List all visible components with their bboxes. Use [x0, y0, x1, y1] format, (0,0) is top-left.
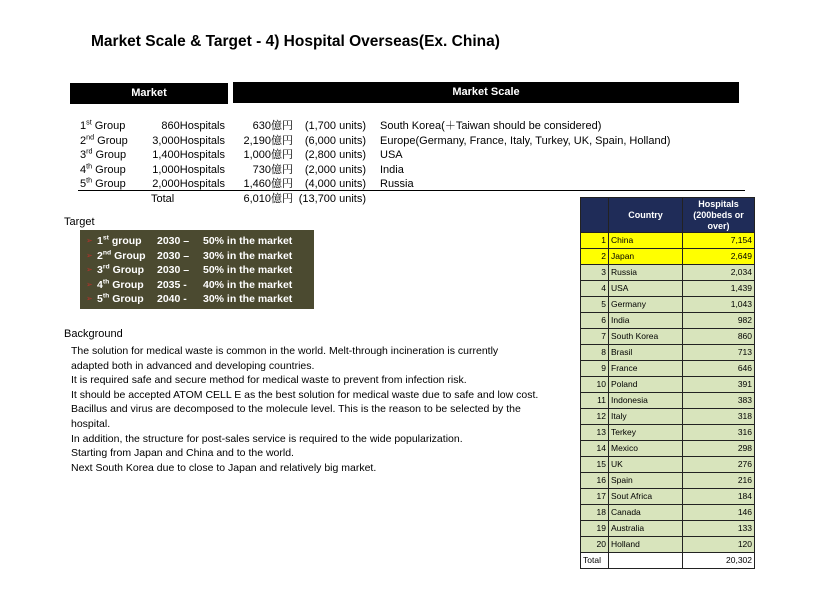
group-word: group — [111, 235, 142, 247]
total-label: Total — [151, 193, 175, 205]
table-row — [581, 393, 755, 409]
target-row — [80, 292, 314, 307]
group-market-amount: 2,190億円 — [243, 134, 293, 147]
group-ordinal-suffix: rd — [86, 147, 93, 156]
rank-cell: 17 — [581, 489, 609, 505]
table-row — [581, 297, 755, 313]
group-word: Group — [95, 163, 126, 176]
empty-cell — [609, 553, 683, 569]
group-number: 2 — [97, 249, 103, 262]
group-ordinal-suffix: th — [86, 162, 93, 171]
group-word: Group — [95, 149, 127, 162]
group-number: 4 — [97, 278, 103, 291]
hospital-count-cell: 316 — [683, 425, 755, 441]
group-ordinal-suffix: rd — [102, 263, 110, 271]
table-row — [581, 441, 755, 457]
total-count-cell: 20,302 — [683, 553, 755, 569]
group-units: (1,700 units) — [304, 120, 366, 132]
country-cell: Brasil — [609, 345, 683, 361]
target-year: 2030 – — [157, 264, 190, 276]
market-groups-list — [0, 119, 760, 209]
group-word: Group — [112, 264, 145, 276]
group-word: Group — [112, 278, 144, 291]
group-ordinal-suffix: st — [86, 118, 92, 127]
group-hospitals: 1,000Hospitals — [152, 163, 225, 176]
hospital-count-cell: 646 — [683, 361, 755, 377]
country-cell: Australia — [609, 521, 683, 537]
group-ordinal-suffix: nd — [86, 132, 95, 141]
country-cell: UK — [609, 457, 683, 473]
target-row — [80, 249, 314, 264]
country-cell: Japan — [609, 249, 683, 265]
market-group-row — [0, 148, 760, 163]
group-units: (2,800 units) — [304, 149, 366, 162]
hospital-count-cell: 391 — [683, 377, 755, 393]
table-row — [581, 281, 755, 297]
group-number: 4 — [80, 163, 87, 176]
target-share: 50% in the market — [203, 264, 293, 276]
group-market-amount: 1,000億円 — [243, 149, 293, 162]
group-ordinal-suffix: st — [102, 234, 109, 242]
rank-cell: 14 — [581, 441, 609, 457]
hospital-count-cell: 216 — [683, 473, 755, 489]
group-ordinal-suffix: th — [86, 176, 93, 185]
table-row — [581, 313, 755, 329]
rank-cell: 10 — [581, 377, 609, 393]
group-ordinal-suffix: nd — [102, 249, 112, 256]
group-label — [80, 119, 125, 134]
rank-cell: 19 — [581, 521, 609, 537]
country-cell: France — [609, 361, 683, 377]
hospital-count-cell: 276 — [683, 457, 755, 473]
rank-cell: 3 — [581, 265, 609, 281]
group-region: Russia — [380, 178, 414, 191]
background-line: Bacillus and virus are decomposed to the molecule level. This is the reason to be selected by the — [71, 403, 521, 416]
rank-cell: 4 — [581, 281, 609, 297]
country-cell: Sout Africa — [609, 489, 683, 505]
group-units: (4,000 units) — [304, 178, 366, 191]
group-market-amount: 630億円 — [252, 120, 293, 132]
hospital-count-cell: 133 — [683, 521, 755, 537]
country-cell: Russia — [609, 265, 683, 281]
country-cell: Poland — [609, 377, 683, 393]
group-word: Group — [114, 249, 146, 262]
country-cell: China — [609, 233, 683, 249]
table-body — [581, 233, 755, 569]
group-hospitals: 3,000Hospitals — [152, 134, 225, 147]
arrow-bullet-icon: ➢ — [86, 265, 93, 274]
background-line: adapted both in advanced and developing countries. — [71, 359, 315, 372]
target-box — [80, 230, 314, 309]
hospital-count-cell: 713 — [683, 345, 755, 361]
rank-cell: 11 — [581, 393, 609, 409]
total-label-cell: Total — [581, 553, 609, 569]
arrow-bullet-icon: ➢ — [86, 236, 93, 245]
target-heading: Target — [64, 216, 95, 228]
group-number: 2 — [80, 134, 87, 147]
hospital-count-cell: 120 — [683, 537, 755, 553]
hospital-count-table — [580, 197, 755, 569]
group-label — [97, 234, 142, 249]
group-hospitals: 1,400Hospitals — [152, 149, 225, 162]
group-hospitals: 2,000Hospitals — [152, 178, 225, 191]
table-row — [581, 409, 755, 425]
total-units: (13,700 units) — [298, 193, 366, 205]
market-scale-header-bar: Market Scale — [233, 82, 739, 103]
group-label — [80, 163, 126, 178]
page-title: Market Scale & Target - 4) Hospital Overseas(Ex. China) — [91, 33, 500, 50]
group-market-amount: 1,460億円 — [243, 178, 293, 191]
hospital-count-cell: 146 — [683, 505, 755, 521]
arrow-bullet-icon: ➢ — [86, 294, 93, 303]
group-label — [97, 263, 144, 278]
market-header-bar: Market — [70, 83, 228, 104]
rank-cell: 15 — [581, 457, 609, 473]
group-region: Europe(Germany, France, Italy, Turkey, UK, Spain, Holland) — [380, 134, 671, 147]
table-row — [581, 489, 755, 505]
country-cell: Indonesia — [609, 393, 683, 409]
rank-cell: 1 — [581, 233, 609, 249]
table-row — [581, 377, 755, 393]
background-line: It should be accepted ATOM CELL E as the best solution for medical waste due to safe and low cost. — [71, 388, 539, 401]
hospital-count-cell: 298 — [683, 441, 755, 457]
table-header-row — [581, 198, 755, 233]
background-line: Starting from Japan and China and to the world. — [71, 447, 294, 460]
group-region: USA — [380, 149, 403, 162]
table-row — [581, 361, 755, 377]
rank-cell: 8 — [581, 345, 609, 361]
background-heading: Background — [64, 328, 123, 340]
country-cell: South Korea — [609, 329, 683, 345]
background-line: Next South Korea due to close to Japan and relatively big market. — [71, 461, 377, 474]
target-share: 50% in the market — [203, 235, 293, 247]
rank-cell: 2 — [581, 249, 609, 265]
total-market-amount: 6,010億円 — [243, 193, 293, 205]
background-line: hospital. — [71, 417, 111, 430]
target-share: 40% in the market — [203, 278, 293, 291]
rank-cell: 20 — [581, 537, 609, 553]
market-group-row — [0, 134, 760, 149]
target-year: 2030 – — [157, 249, 190, 262]
hospital-count-cell: 2,649 — [683, 249, 755, 265]
rank-cell: 6 — [581, 313, 609, 329]
target-year: 2030 – — [157, 235, 190, 247]
rank-cell: 13 — [581, 425, 609, 441]
rank-cell: 9 — [581, 361, 609, 377]
group-label — [97, 278, 144, 293]
rank-cell: 16 — [581, 473, 609, 489]
background-text — [71, 344, 538, 475]
hospital-count-cell: 7,154 — [683, 233, 755, 249]
table-row — [581, 345, 755, 361]
hospital-count-header-cell — [683, 198, 755, 233]
group-ordinal-suffix: th — [102, 292, 110, 300]
group-units: (6,000 units) — [304, 134, 366, 147]
table-row — [581, 425, 755, 441]
group-region: South Korea(＋Taiwan should be considered) — [380, 120, 602, 132]
rank-header-cell — [581, 198, 609, 233]
table-row — [581, 233, 755, 249]
target-year: 2040 - — [157, 293, 187, 305]
background-line: The solution for medical waste is common in the world. Melt-through incineration is currently — [71, 345, 499, 357]
country-cell: India — [609, 313, 683, 329]
hospital-count-cell: 1,043 — [683, 297, 755, 313]
hospital-count-cell: 184 — [683, 489, 755, 505]
table-row — [581, 537, 755, 553]
table-header — [581, 198, 755, 233]
group-market-amount: 730億円 — [252, 163, 293, 176]
hospital-count-cell: 318 — [683, 409, 755, 425]
target-row — [80, 263, 314, 278]
country-cell: Terkey — [609, 425, 683, 441]
group-word: Group — [97, 134, 128, 147]
group-region: India — [380, 163, 404, 176]
table-row — [581, 505, 755, 521]
table-row — [581, 249, 755, 265]
country-cell: Spain — [609, 473, 683, 489]
arrow-bullet-icon: ➢ — [86, 279, 93, 289]
group-hospitals: 860Hospitals — [161, 120, 225, 132]
group-number: 1 — [80, 120, 87, 132]
divider-line — [78, 190, 745, 191]
hospital-count-cell: 982 — [683, 313, 755, 329]
country-cell: Italy — [609, 409, 683, 425]
target-share: 30% in the market — [203, 293, 293, 305]
group-word: Group — [95, 178, 126, 191]
table-row — [581, 329, 755, 345]
table-row — [581, 473, 755, 489]
country-header-cell: Country — [609, 198, 683, 233]
country-cell: Canada — [609, 505, 683, 521]
hospital-count-cell: 383 — [683, 393, 755, 409]
group-label — [97, 292, 144, 307]
country-cell: USA — [609, 281, 683, 297]
group-units: (2,000 units) — [304, 163, 366, 176]
table-row — [581, 521, 755, 537]
table-row — [581, 457, 755, 473]
target-share: 30% in the market — [203, 249, 293, 262]
table-row — [581, 265, 755, 281]
rank-cell: 5 — [581, 297, 609, 313]
market-group-row — [0, 163, 760, 178]
count-header-line: over) — [707, 220, 730, 231]
group-number: 5 — [80, 178, 87, 191]
country-cell: Germany — [609, 297, 683, 313]
group-label — [97, 249, 146, 264]
rank-cell: 7 — [581, 329, 609, 345]
market-group-row — [0, 119, 760, 134]
country-cell: Mexico — [609, 441, 683, 457]
rank-cell: 12 — [581, 409, 609, 425]
background-line: It is required safe and secure method for medical waste to prevent from infection risk. — [71, 374, 467, 387]
hospital-count-cell: 1,439 — [683, 281, 755, 297]
background-line: In addition, the structure for post-sales service is required to the wide popularization. — [71, 432, 463, 445]
hospital-count-cell: 860 — [683, 329, 755, 345]
target-row — [80, 234, 314, 249]
target-year: 2035 - — [157, 278, 187, 291]
table-total-row — [581, 553, 755, 569]
group-number: 5 — [97, 293, 103, 305]
group-ordinal-suffix: th — [102, 278, 110, 285]
group-number: 1 — [97, 235, 103, 247]
group-word: Group — [94, 120, 126, 132]
hospital-count-cell: 2,034 — [683, 265, 755, 281]
rank-cell: 18 — [581, 505, 609, 521]
country-cell: Holland — [609, 537, 683, 553]
group-number: 3 — [97, 264, 103, 276]
arrow-bullet-icon: ➢ — [86, 250, 93, 260]
count-header-line: Hospitals — [698, 198, 739, 209]
target-row — [80, 278, 314, 293]
group-word: Group — [112, 293, 144, 305]
count-header-line: (200beds or — [693, 209, 744, 220]
group-number: 3 — [80, 149, 87, 162]
